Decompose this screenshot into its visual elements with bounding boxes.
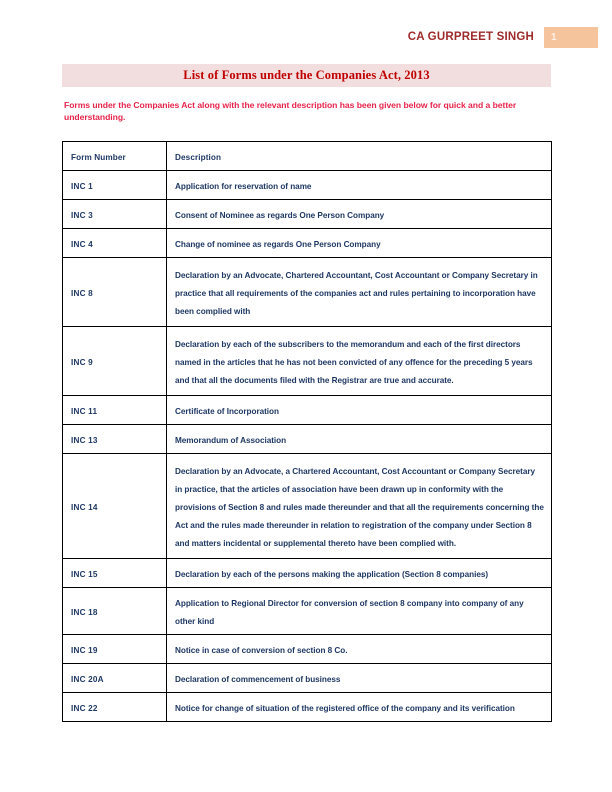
cell-form-number [63, 258, 167, 327]
form-description-text: Memorandum of Association [175, 436, 287, 445]
form-description-text: Application to Regional Director for conversion of section 8 company into company of any other kind [175, 599, 524, 626]
page-title: List of Forms under the Companies Act, 2013 [183, 68, 430, 82]
cell-description [167, 635, 552, 664]
form-description-text: Notice in case of conversion of section 8 Co. [175, 646, 348, 655]
form-number-text: INC 14 [71, 503, 98, 512]
cell-form-number [63, 171, 167, 200]
cell-form-number [63, 396, 167, 425]
table-row [63, 425, 552, 454]
page-number-badge [544, 27, 598, 48]
table-row [63, 171, 552, 200]
title-banner [62, 64, 551, 87]
table-row [63, 396, 552, 425]
cell-description [167, 327, 552, 396]
cell-description [167, 396, 552, 425]
cell-form-number [63, 200, 167, 229]
cell-description [167, 171, 552, 200]
form-number-text: INC 19 [71, 646, 98, 655]
cell-form-number [63, 425, 167, 454]
form-description-text: Certificate of Incorporation [175, 407, 279, 416]
cell-description [167, 588, 552, 635]
cell-description [167, 664, 552, 693]
form-number-text: INC 3 [71, 211, 93, 220]
form-number-text: INC 13 [71, 436, 98, 445]
table-row [63, 588, 552, 635]
form-description-text: Declaration by each of the subscribers to the memorandum and each of the first directors named in the articles that he has not been convicted of any offence for the preceding 5 years and that all the documents filed with the Registrar are true and accurate. [175, 340, 533, 385]
cell-description [167, 454, 552, 559]
form-description-text: Application for reservation of name [175, 182, 312, 191]
form-description-text: Declaration by an Advocate, Chartered Accountant, Cost Accountant or Company Secretary in practice that all requirements of the companies act and rules pertaining to incorporation have been complied with [175, 271, 538, 316]
table-row [63, 229, 552, 258]
cell-description [167, 559, 552, 588]
cell-description [167, 229, 552, 258]
cell-form-number [63, 664, 167, 693]
form-number-text: INC 20A [71, 675, 104, 684]
form-number-text: INC 18 [71, 608, 98, 617]
table-body [63, 171, 552, 722]
cell-form-number [63, 327, 167, 396]
cell-description [167, 425, 552, 454]
running-header [0, 26, 598, 48]
table-row [63, 327, 552, 396]
column-header-label: Form Number [71, 153, 126, 162]
cell-form-number [63, 693, 167, 722]
cell-description [167, 200, 552, 229]
column-header-label: Description [175, 153, 222, 162]
table-row [63, 693, 552, 722]
form-description-text: Consent of Nominee as regards One Person Company [175, 211, 385, 220]
form-number-text: INC 15 [71, 570, 98, 579]
cell-form-number [63, 588, 167, 635]
table-row [63, 664, 552, 693]
form-number-text: INC 8 [71, 289, 93, 298]
column-header-form-number [63, 142, 167, 171]
cell-form-number [63, 635, 167, 664]
form-description-text: Declaration by an Advocate, a Chartered Accountant, Cost Accountant or Company Secretary in practice, that the articles of association have been drawn up in conformity with the provisions of Section 8 and rules made thereunder and that all the requirements concerning the Act and the rules made thereunder in relation to registration of the company under Section 8 and matters incidental or supplemental thereto have been complied with. [175, 467, 544, 548]
form-number-text: INC 1 [71, 182, 93, 191]
cell-description [167, 258, 552, 327]
form-number-text: INC 9 [71, 358, 93, 367]
table-row [63, 200, 552, 229]
form-number-text: INC 22 [71, 704, 98, 713]
form-description-text: Change of nominee as regards One Person Company [175, 240, 381, 249]
table-header-row [63, 142, 552, 171]
cell-form-number [63, 229, 167, 258]
form-number-text: INC 11 [71, 407, 98, 416]
form-number-text: INC 4 [71, 240, 93, 249]
form-description-text: Notice for change of situation of the registered office of the company and its verification [175, 704, 515, 713]
table-row [63, 559, 552, 588]
table-row [63, 454, 552, 559]
cell-form-number [63, 559, 167, 588]
form-description-text: Declaration by each of the persons making the application (Section 8 companies) [175, 570, 489, 579]
column-header-description [167, 142, 552, 171]
form-description-text: Declaration of commencement of business [175, 675, 341, 684]
page-number-text: 1 [551, 31, 557, 43]
header-author-name: CA GURPREET SINGH [407, 31, 534, 43]
cell-description [167, 693, 552, 722]
table-row [63, 258, 552, 327]
cell-form-number [63, 454, 167, 559]
table-row [63, 635, 552, 664]
intro-paragraph: Forms under the Companies Act along with the relevant description has been given below for quick and a better understanding. [64, 100, 517, 123]
forms-table [62, 141, 552, 722]
